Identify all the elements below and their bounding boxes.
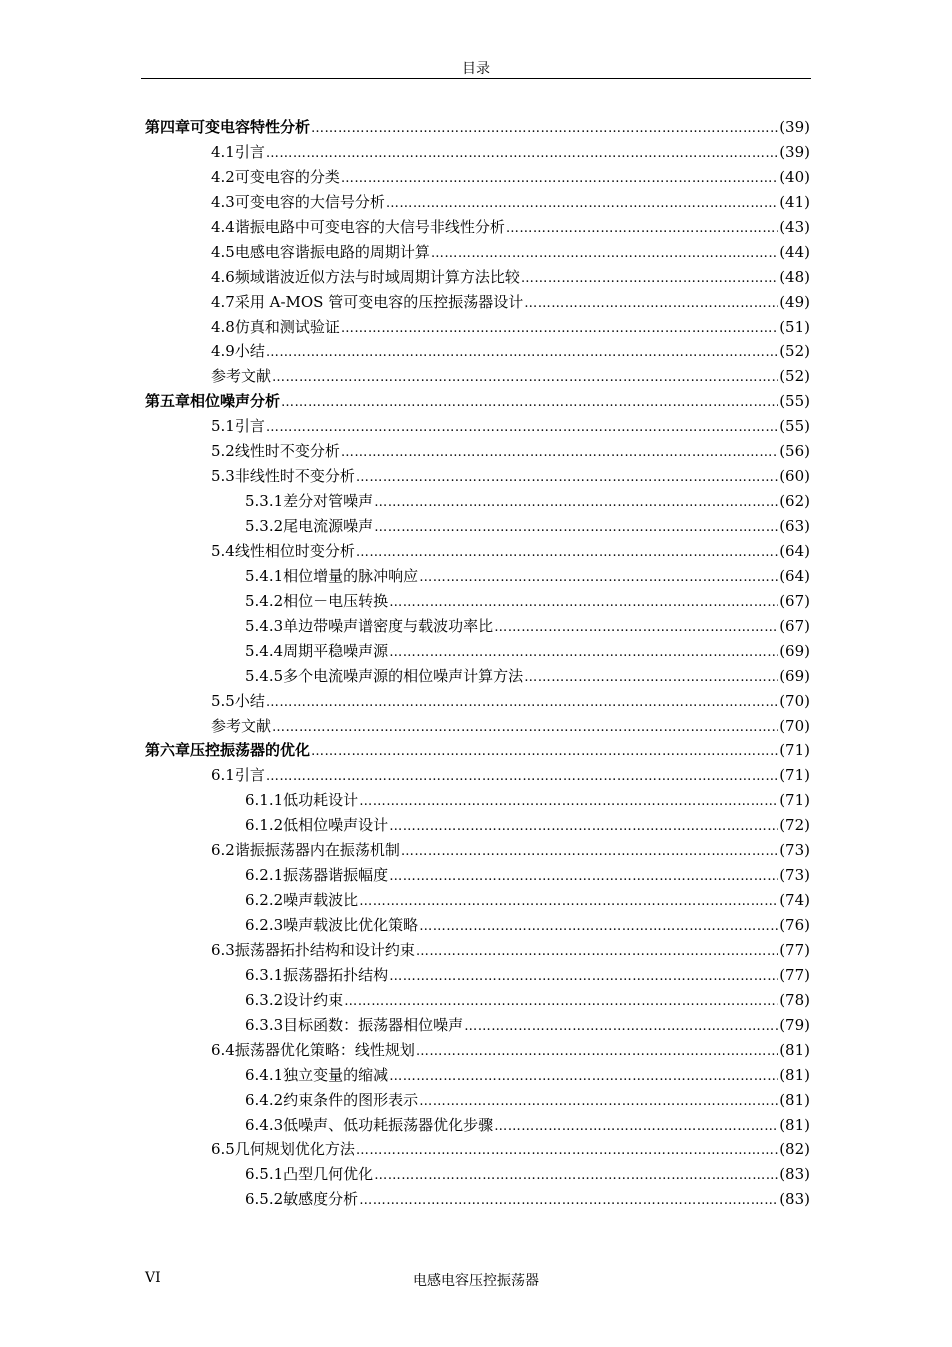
toc-section-entry[interactable] xyxy=(145,589,810,614)
toc-section-entry[interactable] xyxy=(145,364,810,389)
toc-entry-number: 5.1 xyxy=(211,417,235,436)
toc-page-number: (78) xyxy=(779,990,810,1009)
toc-entry-number: 4.3 xyxy=(211,192,235,211)
toc-dot-leader xyxy=(419,566,778,591)
toc-section-entry[interactable] xyxy=(145,464,810,489)
toc-dot-leader xyxy=(374,1164,778,1189)
toc-page-number: (83) xyxy=(779,1165,810,1184)
toc-entry-title: 压控振荡器的优化 xyxy=(190,741,311,760)
toc-entry-number: 6.4.3 xyxy=(245,1115,284,1134)
toc-entry-title: 目标函数：振荡器相位噪声 xyxy=(283,1015,464,1034)
toc-page-number: (51) xyxy=(779,317,810,336)
toc-entry-number: 6.3.3 xyxy=(245,1015,284,1034)
toc-entry-number: 4.4 xyxy=(211,217,235,236)
toc-dot-leader xyxy=(389,815,778,840)
toc-entry-title: 相位增量的脉冲响应 xyxy=(283,566,419,585)
toc-section-entry[interactable] xyxy=(145,888,810,913)
toc-section-entry[interactable] xyxy=(145,1187,810,1212)
toc-entry-number: 5.4.5 xyxy=(245,666,284,685)
toc-entry-number: 6.4 xyxy=(211,1040,235,1059)
toc-section-entry[interactable] xyxy=(145,339,810,364)
toc-page-number: (81) xyxy=(779,1065,810,1084)
toc-entry-number: 5.4 xyxy=(211,541,235,560)
toc-entry-title: 低功耗设计 xyxy=(283,791,359,810)
toc-entry-title: 小结 xyxy=(234,691,265,710)
toc-dot-leader xyxy=(272,716,778,741)
toc-page-number: (73) xyxy=(779,841,810,860)
toc-section-entry[interactable] xyxy=(145,1113,810,1138)
toc-entry-title: 尾电流源噪声 xyxy=(283,517,374,535)
toc-entry-title: 低噪声、低功耗振荡器优化步骤 xyxy=(283,1115,494,1134)
toc-page-number: (76) xyxy=(779,916,810,934)
toc-dot-leader xyxy=(524,666,778,691)
toc-page-number: (73) xyxy=(779,866,810,885)
toc-dot-leader xyxy=(419,915,778,940)
toc-entry-title: 引言 xyxy=(234,142,265,161)
toc-entry-title: 差分对管噪声 xyxy=(283,492,374,511)
toc-dot-leader xyxy=(356,541,778,566)
toc-entry-title: 引言 xyxy=(234,417,265,436)
toc-dot-leader xyxy=(521,267,778,292)
toc-entry-title: 线性时不变分析 xyxy=(234,442,340,461)
toc-page-number: (71) xyxy=(779,741,810,760)
toc-entry-number: 第五章 xyxy=(145,392,191,411)
toc-entry-title: 周期平稳噪声源 xyxy=(283,641,389,660)
toc-entry-title: 噪声载波比优化策略 xyxy=(283,916,419,934)
toc-dot-leader xyxy=(311,740,778,765)
toc-entry-number: 6.2.2 xyxy=(245,891,284,910)
toc-section-entry[interactable] xyxy=(145,140,810,165)
toc-dot-leader xyxy=(494,1115,778,1140)
toc-entry-title: 电感电容谐振电路的周期计算 xyxy=(234,242,430,261)
toc-entry-number: 4.8 xyxy=(211,317,235,336)
toc-entry-number: 6.2.3 xyxy=(245,916,284,934)
toc-entry-number: 6.5.1 xyxy=(245,1165,284,1184)
toc-entry-title: 振荡器谐振幅度 xyxy=(283,866,389,885)
toc-dot-leader xyxy=(524,292,778,317)
toc-entry-number: 6.4.1 xyxy=(245,1065,284,1084)
toc-entry-number: 5.4.2 xyxy=(245,591,284,610)
toc-page-number: (41) xyxy=(779,192,810,211)
toc-section-entry[interactable] xyxy=(145,414,810,439)
toc-page-number: (71) xyxy=(779,791,810,810)
toc-section-entry[interactable] xyxy=(145,763,810,788)
toc-page-number: (69) xyxy=(779,641,810,660)
toc-dot-leader xyxy=(386,192,778,217)
toc-entry-number: 5.2 xyxy=(211,442,235,461)
toc-entry-title: 低相位噪声设计 xyxy=(283,816,389,835)
toc-entry-number: 5.3 xyxy=(211,467,235,486)
toc-dot-leader xyxy=(281,391,778,416)
toc-page-number: (44) xyxy=(779,242,810,261)
toc-entry-number: 4.6 xyxy=(211,267,235,286)
toc-dot-leader xyxy=(431,242,778,267)
toc-entry-number: 5.5 xyxy=(211,691,235,710)
toc-entry-title: 独立变量的缩减 xyxy=(283,1065,389,1084)
toc-section-entry[interactable] xyxy=(145,639,810,664)
toc-section-entry[interactable] xyxy=(145,1038,810,1063)
toc-dot-leader xyxy=(272,366,778,391)
footer-page-number: VI xyxy=(145,1270,161,1286)
toc-section-entry[interactable] xyxy=(145,838,810,863)
toc-dot-leader xyxy=(341,167,778,192)
toc-entry-number: 6.3 xyxy=(211,940,235,959)
toc-dot-leader xyxy=(464,1015,778,1040)
toc-entry-title: 引言 xyxy=(234,766,265,785)
toc-entry-number: 6.4.2 xyxy=(245,1090,284,1109)
toc-dot-leader xyxy=(389,865,778,890)
toc-section-entry[interactable] xyxy=(145,664,810,689)
toc-section-entry[interactable] xyxy=(145,514,810,539)
toc-dot-leader xyxy=(494,616,778,641)
toc-dot-leader xyxy=(344,990,778,1015)
toc-entry-title: 谐振振荡器内在振荡机制 xyxy=(234,841,400,860)
toc-entry-number: 6.5 xyxy=(211,1140,235,1159)
footer-book-title: 电感电容压控振荡器 xyxy=(413,1273,539,1289)
toc-section-entry[interactable] xyxy=(145,938,810,963)
toc-page-number: (49) xyxy=(779,292,810,311)
toc-entry-title: 约束条件的图形表示 xyxy=(283,1090,419,1109)
toc-section-entry[interactable] xyxy=(145,165,810,190)
toc-page-number: (43) xyxy=(779,217,810,236)
toc-section-entry[interactable] xyxy=(145,1137,810,1162)
toc-section-entry[interactable] xyxy=(145,689,810,714)
toc-entry-title: 几何规划优化方法 xyxy=(234,1140,355,1159)
toc-entry-title: 振荡器优化策略：线性规划 xyxy=(234,1040,415,1059)
toc-section-entry[interactable] xyxy=(145,489,810,514)
toc-dot-leader xyxy=(389,965,778,990)
toc-entry-title: 谐振电路中可变电容的大信号非线性分析 xyxy=(234,217,505,236)
toc-page-number: (79) xyxy=(779,1015,810,1034)
toc-page-number: (56) xyxy=(779,442,810,461)
toc-section-entry[interactable] xyxy=(145,1063,810,1088)
toc-section-entry[interactable] xyxy=(145,564,810,589)
toc-section-entry[interactable] xyxy=(145,714,810,739)
toc-entry-title: 可变电容特性分析 xyxy=(190,118,311,136)
toc-entry-number: 6.3.1 xyxy=(245,965,284,984)
toc-dot-leader xyxy=(359,790,778,815)
toc-page-number: (69) xyxy=(779,666,810,685)
toc-dot-leader xyxy=(356,1139,778,1164)
toc-chapter-entry[interactable] xyxy=(145,115,810,140)
toc-entry-title: 设计约束 xyxy=(283,990,344,1009)
toc-entry-title: 多个电流噪声源的相位噪声计算方法 xyxy=(283,666,524,685)
toc-dot-leader xyxy=(266,142,778,167)
toc-entry-number: 4.5 xyxy=(211,242,235,261)
toc-dot-leader xyxy=(341,441,778,466)
toc-section-entry[interactable] xyxy=(145,963,810,988)
toc-entry-title: 噪声载波比 xyxy=(283,891,359,910)
toc-page-number: (70) xyxy=(779,691,810,710)
toc-dot-leader xyxy=(389,641,778,666)
toc-dot-leader xyxy=(266,341,778,366)
toc-entry-title: 频域谐波近似方法与时域周期计算方法比较 xyxy=(234,267,520,286)
toc-page-number: (83) xyxy=(779,1190,810,1209)
toc-section-entry[interactable] xyxy=(145,788,810,813)
toc-page-number: (82) xyxy=(779,1140,810,1159)
toc-dot-leader xyxy=(266,765,778,790)
toc-entry-number: 第六章 xyxy=(145,741,191,760)
toc-entry-number: 6.2.1 xyxy=(245,866,284,885)
toc-section-entry[interactable] xyxy=(145,439,810,464)
toc-entry-title: 参考文献 xyxy=(211,716,272,735)
toc-entry-title: 凸型几何优化 xyxy=(283,1165,374,1184)
toc-entry-number: 6.1.1 xyxy=(245,791,284,810)
toc-dot-leader xyxy=(419,1090,778,1115)
toc-page-number: (48) xyxy=(779,267,810,286)
toc-section-entry[interactable] xyxy=(145,265,810,290)
toc-section-entry[interactable] xyxy=(145,614,810,639)
toc-page-number: (63) xyxy=(779,517,810,535)
toc-entry-number: 5.4.4 xyxy=(245,641,284,660)
toc-page-number: (40) xyxy=(779,167,810,186)
toc-entry-number: 4.7 xyxy=(211,292,235,311)
toc-dot-leader xyxy=(401,840,778,865)
toc-dot-leader xyxy=(266,416,778,441)
toc-entry-number: 4.2 xyxy=(211,167,235,186)
toc-dot-leader xyxy=(356,466,778,491)
toc-page-number: (55) xyxy=(779,392,810,411)
toc-page-number: (52) xyxy=(779,342,810,361)
toc-entry-title: 可变电容的大信号分析 xyxy=(234,192,385,211)
toc-entry-number: 6.1.2 xyxy=(245,816,284,835)
toc-entry-number: 6.3.2 xyxy=(245,990,284,1009)
toc-entry-title: 采用 A-MOS 管可变电容的压控振荡器设计 xyxy=(234,292,524,311)
toc-dot-leader xyxy=(389,1065,778,1090)
toc-section-entry[interactable] xyxy=(145,539,810,564)
toc-section-entry[interactable] xyxy=(145,315,810,340)
toc-section-entry[interactable] xyxy=(145,913,810,938)
table-of-contents xyxy=(145,115,810,1212)
toc-dot-leader xyxy=(359,1189,778,1214)
toc-entry-number: 5.3.1 xyxy=(245,492,284,511)
toc-entry-title: 振荡器拓扑结构 xyxy=(283,965,389,984)
toc-dot-leader xyxy=(416,940,778,965)
toc-dot-leader xyxy=(374,516,778,541)
toc-dot-leader xyxy=(506,217,778,242)
toc-section-entry[interactable] xyxy=(145,215,810,240)
toc-dot-leader xyxy=(266,691,778,716)
toc-page-number: (74) xyxy=(779,891,810,910)
toc-page-number: (81) xyxy=(779,1040,810,1059)
toc-page-number: (64) xyxy=(779,566,810,585)
toc-section-entry[interactable] xyxy=(145,1013,810,1038)
toc-dot-leader xyxy=(311,117,778,142)
toc-section-entry[interactable] xyxy=(145,813,810,838)
toc-entry-title: 振荡器拓扑结构和设计约束 xyxy=(234,940,415,959)
toc-entry-number: 第四章 xyxy=(145,118,191,136)
page-header: 目录 xyxy=(462,61,490,77)
toc-page-number: (67) xyxy=(779,591,810,610)
toc-section-entry[interactable] xyxy=(145,988,810,1013)
toc-entry-number: 6.1 xyxy=(211,766,235,785)
toc-entry-number: 4.1 xyxy=(211,142,235,161)
toc-dot-leader xyxy=(341,317,778,342)
toc-page-number: (64) xyxy=(779,541,810,560)
toc-entry-title: 相位噪声分析 xyxy=(190,392,281,411)
toc-page-number: (52) xyxy=(779,367,810,386)
toc-page-number: (67) xyxy=(779,616,810,635)
toc-entry-number: 5.4.1 xyxy=(245,566,284,585)
toc-section-entry[interactable] xyxy=(145,1162,810,1187)
toc-entry-number: 6.5.2 xyxy=(245,1190,284,1209)
toc-entry-title: 可变电容的分类 xyxy=(234,167,340,186)
toc-entry-title: 相位－电压转换 xyxy=(283,591,389,610)
toc-page-number: (81) xyxy=(779,1115,810,1134)
toc-page-number: (77) xyxy=(779,940,810,959)
toc-entry-title: 仿真和测试验证 xyxy=(234,317,340,336)
toc-entry-title: 非线性时不变分析 xyxy=(234,467,355,486)
toc-dot-leader xyxy=(389,591,778,616)
toc-chapter-entry[interactable] xyxy=(145,389,810,414)
toc-section-entry[interactable] xyxy=(145,290,810,315)
toc-entry-title: 参考文献 xyxy=(211,367,272,386)
toc-page-number: (39) xyxy=(779,118,810,136)
toc-dot-leader xyxy=(374,491,778,516)
toc-entry-number: 4.9 xyxy=(211,342,235,361)
toc-entry-number: 6.2 xyxy=(211,841,235,860)
toc-page-number: (77) xyxy=(779,965,810,984)
toc-entry-title: 小结 xyxy=(234,342,265,361)
toc-entry-title: 敏感度分析 xyxy=(283,1190,359,1209)
toc-dot-leader xyxy=(359,890,778,915)
toc-page-number: (39) xyxy=(779,142,810,161)
toc-page-number: (72) xyxy=(779,816,810,835)
toc-page-number: (81) xyxy=(779,1090,810,1109)
toc-section-entry[interactable] xyxy=(145,863,810,888)
toc-entry-number: 5.4.3 xyxy=(245,616,284,635)
toc-page-number: (71) xyxy=(779,766,810,785)
toc-page-number: (60) xyxy=(779,467,810,486)
toc-entry-title: 单边带噪声谱密度与载波功率比 xyxy=(283,616,494,635)
toc-page-number: (70) xyxy=(779,716,810,735)
toc-section-entry[interactable] xyxy=(145,190,810,215)
toc-page-number: (55) xyxy=(779,417,810,436)
toc-section-entry[interactable] xyxy=(145,240,810,265)
toc-page-number: (62) xyxy=(779,492,810,511)
toc-chapter-entry[interactable] xyxy=(145,738,810,763)
toc-section-entry[interactable] xyxy=(145,1088,810,1113)
toc-dot-leader xyxy=(416,1040,778,1065)
toc-entry-title: 线性相位时变分析 xyxy=(234,541,355,560)
header-rule xyxy=(141,78,811,79)
toc-entry-number: 5.3.2 xyxy=(245,517,284,535)
